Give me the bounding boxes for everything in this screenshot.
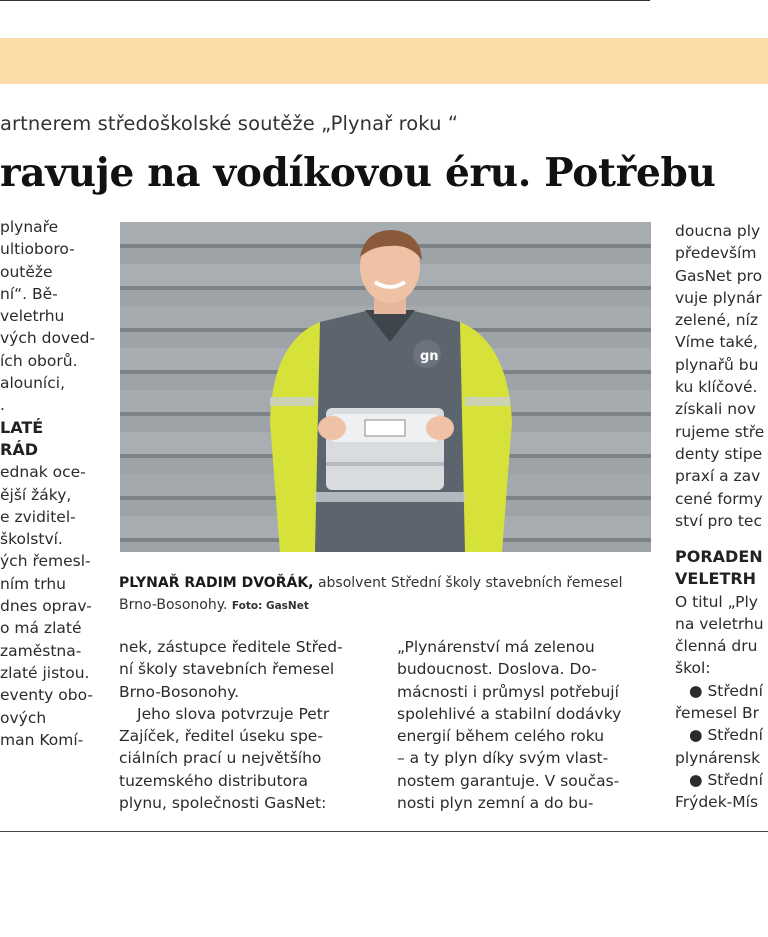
text-line: ● Střední	[689, 726, 763, 745]
text-line: ství pro tec	[675, 511, 762, 530]
jacket-logo: gn	[420, 349, 439, 364]
caption-name: PLYNAŘ RADIM DVOŘÁK,	[119, 575, 314, 591]
article-headline: ravuje na vodíkovou éru. Potřebu	[0, 150, 716, 196]
text-line: denty stipe	[675, 444, 763, 463]
text-line: vých doved-	[0, 329, 96, 348]
text-line: nostem garantuje. V součas-	[397, 771, 620, 790]
text-line: Jeho slova potvrzuje Petr	[137, 704, 330, 723]
text-line: ých řemesl-	[0, 552, 91, 571]
subheading-line: VELETRH	[675, 569, 757, 589]
caption-text: absolvent Střední školy stavebních řemesel Brno-Bosonohy.	[119, 575, 623, 613]
bottom-rule	[0, 831, 768, 832]
photo-credit: Foto: GasNet	[231, 600, 309, 612]
right-column	[675, 220, 768, 532]
text-line: škol:	[675, 659, 711, 678]
text-line: především	[675, 244, 757, 263]
text-line: získali nov	[675, 400, 756, 419]
text-line: Víme také,	[675, 333, 758, 352]
text-line: ● Střední	[689, 770, 763, 789]
text-line: doucna ply	[675, 222, 761, 240]
text-line: o má zlaté	[0, 619, 82, 638]
photo-caption	[119, 572, 664, 617]
text-line: man Komí-	[0, 730, 84, 749]
text-line: ní“. Bě-	[0, 284, 58, 303]
text-line: Zajíček, ředitel úseku spe-	[119, 727, 323, 746]
text-line: ější žáky,	[0, 485, 72, 504]
top-rule	[0, 0, 650, 1]
text-line: energií během celého roku	[397, 727, 605, 746]
text-line: vuje plynár	[675, 288, 762, 307]
text-line: budoucnost. Doslova. Do-	[397, 660, 597, 679]
middle-column-2	[397, 636, 652, 814]
text-line: rujeme stře	[675, 422, 765, 441]
text-line: tuzemského distributora	[119, 771, 309, 790]
text-line: mácnosti i průmysl potřebují	[397, 682, 619, 701]
text-line: Brno-Bosonohy.	[119, 682, 240, 701]
text-line: O titul „Ply	[675, 592, 758, 611]
text-line: „Plynárenství má zelenou	[397, 638, 595, 656]
text-line: e zviditel-	[0, 507, 76, 526]
text-line: nek, zástupce ředitele Střed-	[119, 638, 343, 656]
text-line: zaměstna-	[0, 641, 82, 660]
text-line: zlaté jistou.	[0, 663, 90, 682]
text-line: cené formy	[675, 489, 763, 508]
left-column	[0, 216, 100, 751]
subheading-line: RÁD	[0, 439, 38, 459]
text-line: zelené, níz	[675, 311, 758, 330]
text-line: ových	[0, 708, 47, 727]
text-line: praxí a zav	[675, 467, 761, 486]
text-line: školství.	[0, 530, 63, 549]
text-line: ích oborů.	[0, 351, 78, 370]
text-line: outěže	[0, 262, 53, 281]
text-line: ednak oce-	[0, 463, 86, 482]
text-line: alouníci,	[0, 374, 65, 393]
text-line: ní školy stavebních řemesel	[119, 660, 335, 679]
article-kicker: artnerem středoškolské soutěže „Plynař roku “	[0, 112, 459, 135]
text-line: ním trhu	[0, 574, 66, 593]
text-line: ● Střední	[689, 681, 763, 700]
text-line: na veletrhu	[675, 614, 764, 633]
text-line: nosti plyn zemní a do bu-	[397, 794, 594, 813]
article-photo	[120, 222, 651, 552]
right-column-2	[675, 546, 768, 814]
text-line: .	[0, 396, 5, 415]
text-line: plynařů bu	[675, 355, 759, 374]
text-line: – a ty plyn díky svým vlast-	[397, 749, 609, 768]
text-line: spolehlivé a stabilní dodávky	[397, 704, 622, 723]
text-line: eventy obo-	[0, 686, 93, 705]
text-line: dnes oprav-	[0, 597, 92, 616]
text-line: Frýdek-Mís	[675, 793, 759, 812]
text-line: plynaře	[0, 218, 59, 236]
text-line: ultioboro-	[0, 240, 75, 259]
text-line: členná dru	[675, 637, 758, 656]
text-line: ciálních prací u největšího	[119, 749, 322, 768]
middle-column-1	[119, 636, 379, 814]
text-line: ku klíčové.	[675, 378, 758, 397]
text-line: plynu, společnosti GasNet:	[119, 794, 327, 813]
subheading-line: LATÉ	[0, 417, 44, 437]
subheading-line: PORADEN	[675, 547, 763, 566]
text-line: GasNet pro	[675, 266, 763, 285]
text-line: řemesel Br	[675, 704, 760, 723]
text-line: veletrhu	[0, 307, 65, 326]
text-line: plynárensk	[675, 748, 761, 767]
header-band	[0, 38, 768, 84]
gas-meter	[326, 408, 444, 490]
